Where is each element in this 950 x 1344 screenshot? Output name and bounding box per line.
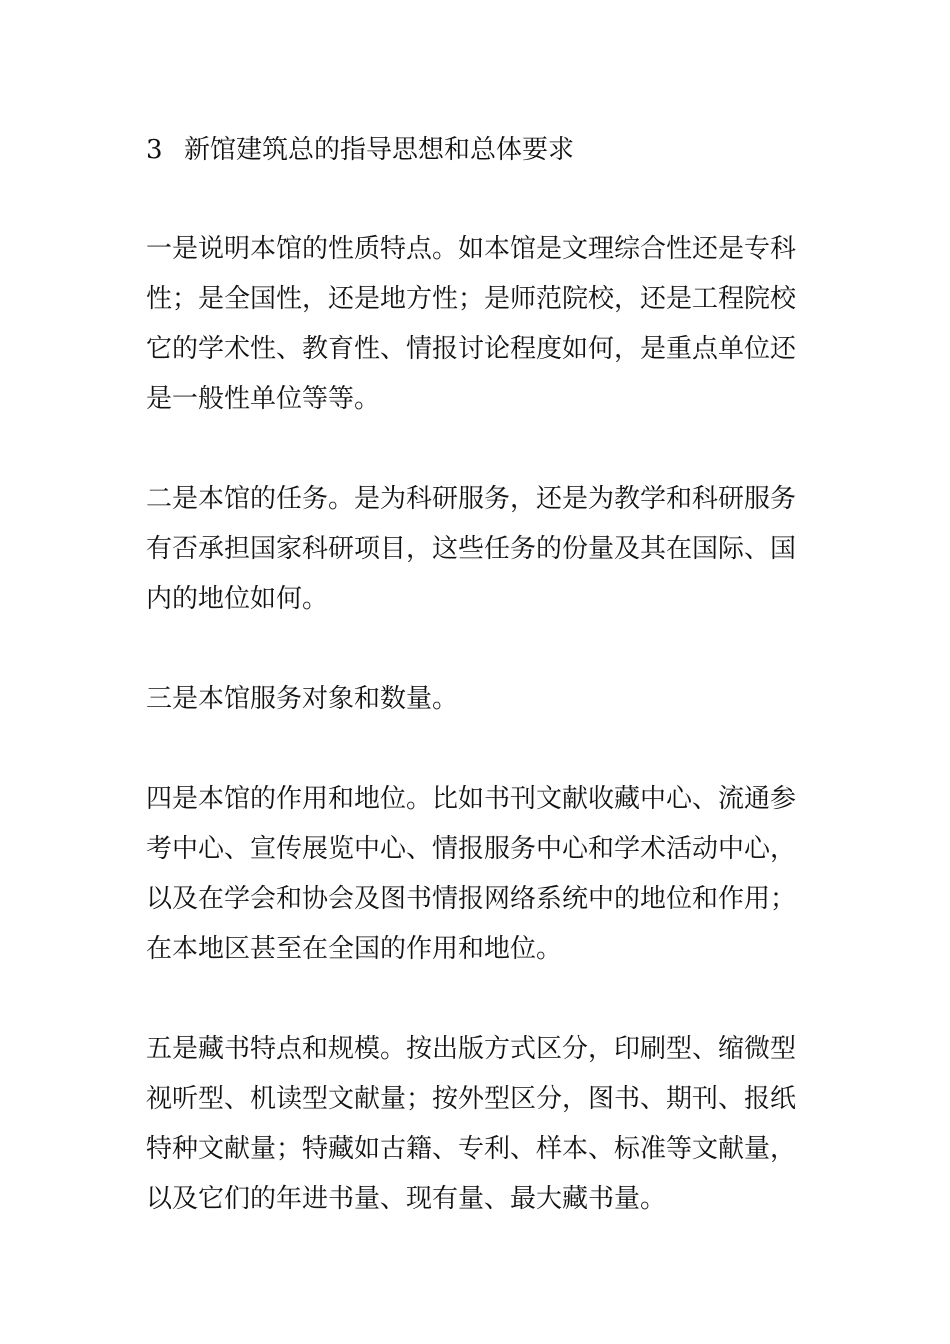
paragraph-line: 特种文献量；特藏如古籍、专利、样本、标准等文献量，: [146, 1134, 797, 1164]
paragraph-line: 考中心、宣传展览中心、情报服务中心和学术活动中心，: [146, 834, 797, 864]
paragraph-line: 五是藏书特点和规模。按出版方式区分，印刷型、缩微型: [146, 1034, 797, 1064]
section-title: 新馆建筑总的指导思想和总体要求: [184, 135, 575, 165]
paragraph-line: 它的学术性、教育性、情报讨论程度如何，是重点单位还: [146, 334, 797, 364]
paragraph-line: 二是本馆的任务。是为科研服务，还是为教学和科研服务: [146, 484, 797, 514]
paragraph-nature: [146, 224, 806, 424]
paragraph-collection: [146, 1024, 806, 1224]
paragraph-line: 视听型、机读型文献量；按外型区分，图书、期刊、报纸: [146, 1084, 797, 1114]
paragraph-line: 内的地位如何。: [146, 584, 329, 614]
section-heading: [146, 132, 574, 168]
paragraph-line: 四是本馆的作用和地位。比如书刊文献收藏中心、流通参: [146, 784, 797, 814]
paragraph-tasks: [146, 474, 806, 624]
paragraph-line: 以及它们的年进书量、现有量、最大藏书量。: [146, 1184, 667, 1214]
paragraph-line: 三是本馆服务对象和数量。: [146, 684, 459, 714]
paragraph-line: 性；是全国性，还是地方性；是师范院校，还是工程院校: [146, 284, 797, 314]
paragraph-line: 在本地区甚至在全国的作用和地位。: [146, 934, 563, 964]
paragraph-service-targets: [146, 674, 806, 724]
paragraph-role-status: [146, 774, 806, 974]
section-number: 3: [146, 135, 163, 165]
paragraph-line: 以及在学会和协会及图书情报网络系统中的地位和作用；: [146, 884, 797, 914]
paragraph-line: 是一般性单位等等。: [146, 384, 381, 414]
paragraph-line: 一是说明本馆的性质特点。如本馆是文理综合性还是专科: [146, 234, 797, 264]
paragraph-line: 有否承担国家科研项目，这些任务的份量及其在国际、国: [146, 534, 797, 564]
